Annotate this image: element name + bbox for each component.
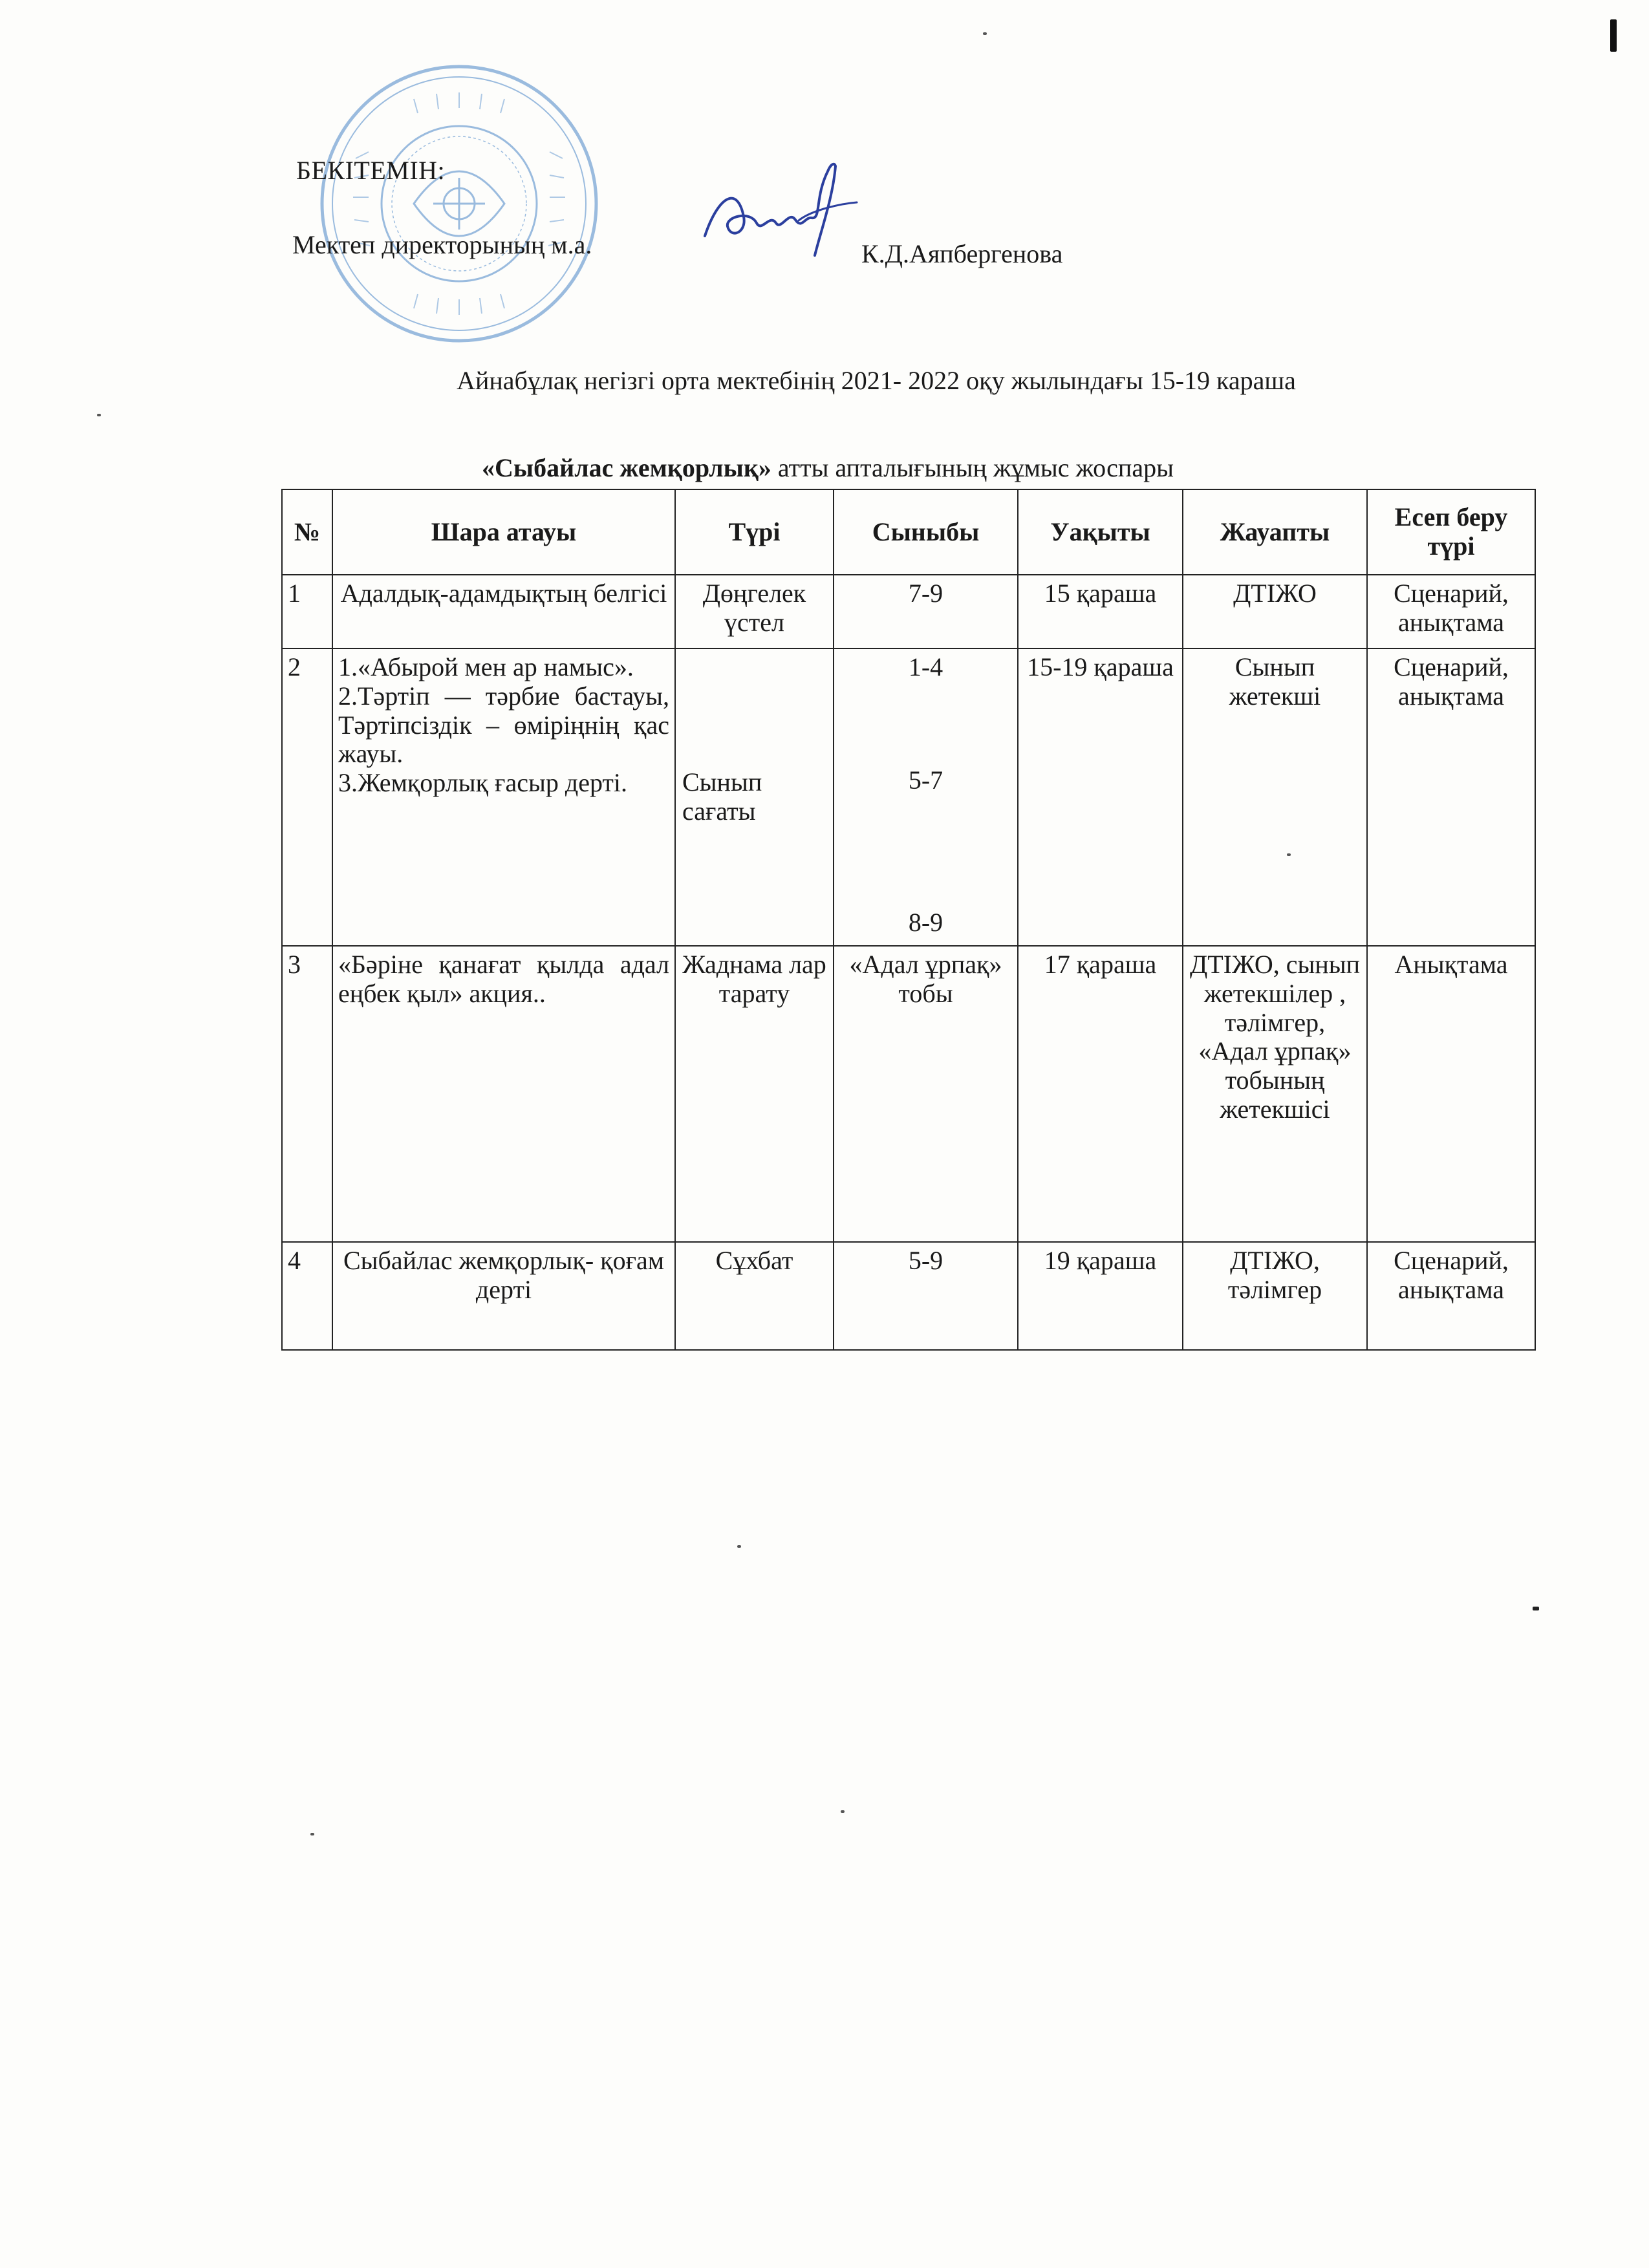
event-time: 19 қараша <box>1018 1242 1183 1350</box>
event-name-item: 3.Жемқорлық ғасыр дерті. <box>338 768 628 798</box>
event-class: 7-9 <box>834 575 1018 648</box>
row-number: 4 <box>282 1242 332 1350</box>
event-report: Сценарий, анықтама <box>1367 575 1535 648</box>
document-title: Айнабұлақ негізгі орта мектебінің 2021- 2022 оқу жылындағы 15-19 караша <box>457 366 1296 395</box>
event-time: 15-19 қараша <box>1018 648 1183 946</box>
event-name-item: 1.«Абырой мен ар намыс». <box>338 652 634 681</box>
event-time: 17 қараша <box>1018 946 1183 1242</box>
table-row <box>282 575 1535 648</box>
class-item: 8-9 <box>908 907 943 937</box>
class-item: 5-7 <box>908 765 943 795</box>
event-report: Сценарий, анықтама <box>1367 648 1535 946</box>
event-responsible: ДТІЖО <box>1183 575 1367 648</box>
header-type: Түрі <box>675 489 834 575</box>
event-name-item: 2.Тәртіп — тәрбие бастауы, Тәртіпсіздік – өміріңнің қас жауы. <box>338 681 669 769</box>
scan-speck <box>97 414 101 416</box>
header-responsible: Жауапты <box>1183 489 1367 575</box>
scan-speck <box>841 1810 845 1813</box>
table-row <box>282 1242 1535 1350</box>
school-stamp <box>317 61 601 346</box>
plan-table <box>281 489 1536 1351</box>
approval-label: БЕКІТЕМІН: <box>296 156 446 185</box>
event-type: Дөңгелек үстел <box>675 575 834 648</box>
scan-speck <box>1610 19 1617 52</box>
scan-speck <box>310 1833 314 1835</box>
row-number: 2 <box>282 648 332 946</box>
event-responsible: Сынып жетекші <box>1183 648 1367 946</box>
event-class: 5-9 <box>834 1242 1018 1350</box>
scan-speck <box>1533 1607 1539 1610</box>
header-number: № <box>282 489 332 575</box>
class-item: 1-4 <box>908 652 943 681</box>
director-position: Мектеп директорының м.а. <box>292 230 592 259</box>
header-time: Уақыты <box>1018 489 1183 575</box>
header-report: Есеп беру түрі <box>1367 489 1535 575</box>
header-event-name: Шара атауы <box>332 489 675 575</box>
scan-speck <box>1287 853 1291 856</box>
event-name: Сыбайлас жемқорлық- қоғам дерті <box>332 1242 675 1350</box>
scan-speck <box>983 32 987 35</box>
event-type: Жаднама лар тарату <box>675 946 834 1242</box>
table-row <box>282 648 1535 946</box>
event-class <box>834 648 1018 946</box>
document-subtitle <box>0 453 1649 483</box>
subtitle-bold: «Сыбайлас жемқорлық» <box>482 453 771 482</box>
director-name: К.Д.Аяпбергенова <box>861 239 1063 268</box>
director-line <box>292 230 1063 268</box>
event-responsible: ДТІЖО, тәлімгер <box>1183 1242 1367 1350</box>
event-name <box>332 648 675 946</box>
event-responsible: ДТІЖО, сынып жетекшілер , тәлімгер, «Адал ұрпақ» тобының жетекшісі <box>1183 946 1367 1242</box>
event-type: Сұхбат <box>675 1242 834 1350</box>
row-number: 3 <box>282 946 332 1242</box>
event-name: Адалдық-адамдықтың белгісі <box>332 575 675 648</box>
director-signature <box>692 158 867 268</box>
event-report: Анықтама <box>1367 946 1535 1242</box>
event-type: Сынып сағаты <box>675 648 834 946</box>
table-row <box>282 946 1535 1242</box>
row-number: 1 <box>282 575 332 648</box>
event-time: 15 қараша <box>1018 575 1183 648</box>
event-name: «Бәріне қанағат қылда адал еңбек қыл» акция.. <box>332 946 675 1242</box>
event-class: «Адал ұрпақ» тобы <box>834 946 1018 1242</box>
header-class: Сыныбы <box>834 489 1018 575</box>
scan-speck <box>737 1545 741 1548</box>
table-header-row <box>282 489 1535 575</box>
subtitle-rest: атты апталығының жұмыс жоспары <box>771 453 1174 482</box>
event-report: Сценарий, анықтама <box>1367 1242 1535 1350</box>
